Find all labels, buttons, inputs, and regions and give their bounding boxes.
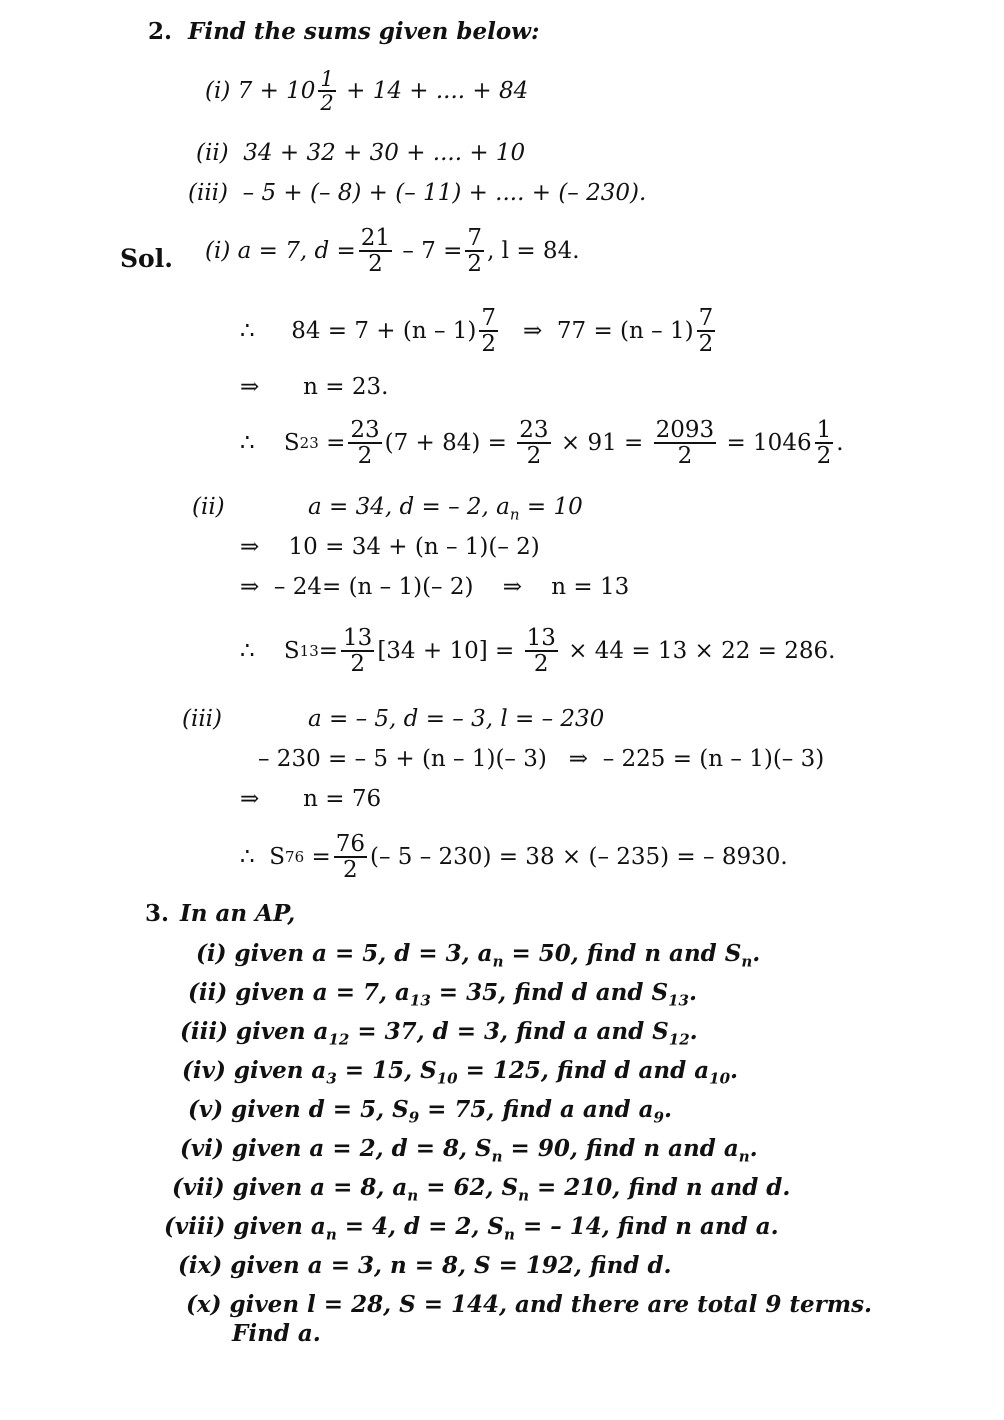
q3-item-text: given d = 5, S [231,1096,409,1123]
q3-item-ii [188,979,697,1010]
q3-item-end: . [663,1096,672,1123]
sol-i-line2-a: 84 = 7 + (n – 1) [291,318,477,345]
q2-item-iii [188,180,646,206]
fraction [341,626,374,676]
subscript: 13 [668,991,689,1010]
fraction-num: 13 [526,625,556,651]
q3-item-end: = – 14, find n and a. [514,1213,779,1240]
sum-subscript: 76 [285,848,305,867]
sol-i-sum-end: . [836,430,844,457]
sum-symbol: S [269,844,286,871]
sol-ii-sum [240,626,835,676]
sol-i-sum-mid2: × 91 = [560,430,644,457]
fraction-den: 2 [677,443,693,470]
q3-item-viii [164,1213,779,1244]
subscript: n [325,1225,337,1244]
sol-iii-line2-a: – 230 = – 5 + (n – 1)(– 3) [258,746,547,772]
fraction-num: 7 [481,305,497,331]
sol-i-sum [240,418,844,468]
sol-i-line2 [240,306,718,356]
sol-ii-line2-text: 10 = 34 + (n – 1)(– 2) [288,534,540,560]
q3-item-text2: = 4, d = 2, S [336,1213,505,1240]
q3-item-label: (i) [196,940,227,967]
subscript: 9 [408,1108,420,1127]
q3-item-text2: = 62, S [418,1174,519,1201]
fraction-num: 1 [816,417,832,443]
sum-symbol: S [283,638,300,665]
q3-item-end: . [689,1018,698,1045]
fraction [465,226,484,276]
q3-item-x-line2: Find a. [232,1320,321,1347]
subscript: n [407,1186,419,1205]
implies-symbol: ⇒ [240,574,260,600]
subscript: 9 [653,1108,664,1127]
subscript: n [738,1147,750,1166]
q3-item-i [196,940,760,971]
q3-item-x [186,1291,872,1318]
q3-item-text: given a = 8, a [232,1174,408,1201]
q2-item-i [205,68,528,114]
fraction-num: 7 [467,225,483,251]
sol-ii-sum-end: × 44 = 13 × 22 = 286. [568,638,836,665]
sol-iii-line1: a = – 5, d = – 3, l = – 230 [308,706,605,732]
fraction [479,306,498,356]
q3-item-text: given a = 5, d = 3, a [234,940,493,967]
fraction [697,306,716,356]
q2-item-iii-label: (iii) [188,180,229,206]
fraction [334,832,367,882]
subscript: 10 [436,1069,458,1088]
fraction-num: 76 [335,831,365,857]
q2-item-ii-label: (ii) [196,140,229,166]
sol-i-line1-end: , l = 84. [487,238,580,265]
q3-item-vii [172,1174,790,1205]
q3-item-label: (vii) [172,1174,225,1201]
equals: = [311,844,331,871]
sol-i-sum-mid1: (7 + 84) = [384,430,507,457]
fraction [517,418,550,468]
sol-iii-label: (iii) [182,706,223,732]
equals: = [326,430,346,457]
q3-item-text2: = 15, S [336,1057,437,1084]
q2-item-i-pre: 7 + 10 [237,78,316,105]
subscript: n [504,1225,515,1244]
sol-ii-line2 [240,534,540,560]
sol-i-line1-mid: – 7 = [402,238,463,265]
sol-i-line3 [240,374,388,400]
sol-iii-line3 [240,786,381,812]
sol-i-sum-mid3: = 1046 [726,430,812,457]
q3-item-label: (viii) [164,1213,226,1240]
sol-ii-line1-end: = 10 [519,494,583,520]
q3-item-text2: = 37, d = 3, find a and S [349,1018,669,1045]
sol-i-line2-b: 77 = (n – 1) [556,318,694,345]
fraction-den: 2 [467,251,483,278]
fraction [525,626,558,676]
sol-label: Sol. [120,244,173,273]
q3-item-label: (iii) [180,1018,228,1045]
sol-i-label: (i) [205,238,231,265]
q3-item-text2: = 90, find n and a [502,1135,739,1162]
q3-item-v [188,1096,672,1127]
q2-item-ii-text: 34 + 32 + 30 + .... + 10 [243,140,526,166]
therefore-symbol: ∴ [240,844,255,871]
q3-item-label: (ii) [188,979,228,1006]
fraction-den: 2 [533,651,549,678]
fraction [815,418,834,468]
sol-ii-line3-a: – 24= (n – 1)(– 2) [273,574,474,600]
implies-symbol: ⇒ [522,318,543,345]
therefore-symbol: ∴ [240,318,255,345]
fraction-den: 2 [343,857,358,884]
q3-item-text: given a [233,1057,327,1084]
fraction [359,226,392,276]
q3-item-text: given a [233,1213,326,1240]
q3-item-label: (x) [186,1291,222,1318]
fraction-den: 2 [816,443,832,470]
q3-item-ix [178,1252,672,1279]
sol-iii-sum-end: (– 5 – 230) = 38 × (– 235) = – 8930. [370,844,788,871]
therefore-symbol: ∴ [240,638,255,665]
q3-item-end: = 210, find n and d. [529,1174,791,1201]
fraction-den: 2 [698,331,714,358]
sol-ii-label: (ii) [192,494,225,520]
sum-symbol: S [283,430,300,457]
sol-iii-line2-b: – 225 = (n – 1)(– 3) [602,746,825,772]
sol-ii-line1 [308,494,583,524]
q2-item-i-label: (i) [205,78,231,105]
q3-item-text: given a [236,1018,329,1045]
q3-item-text: given a = 2, d = 8, S [231,1135,492,1162]
sol-i-line1-a: a = 7, d = [237,238,356,265]
q3-item-iv [182,1057,738,1088]
implies-symbol: ⇒ [240,374,260,400]
fraction [654,418,717,468]
sol-iii-line3-text: n = 76 [303,786,382,812]
sum-subscript: 23 [299,434,319,453]
fraction-num: 2093 [655,417,715,443]
subscript: 12 [328,1030,350,1049]
q3-item-text: given l = 28, S = 144, and there are total 9 terms. [229,1291,873,1318]
q3-item-text2: = 50, find n and S [503,940,742,967]
fraction-den: 2 [368,251,383,278]
fraction-den: 2 [526,443,542,470]
subscript: n [518,1186,530,1205]
sol-i-line3-text: n = 23. [303,374,389,400]
subscript: 12 [668,1030,690,1049]
q3-item-end: = 125, find d and a [457,1057,710,1084]
fraction-num: 21 [360,225,391,251]
q3-item-text: given a = 7, a [235,979,410,1006]
therefore-symbol: ∴ [240,430,255,457]
q3-item-text2: = 35, find d and S [430,979,669,1006]
q3-item-vi [180,1135,758,1166]
q3-number: 3. [145,900,170,927]
q2-item-iii-text: – 5 + (– 8) + (– 11) + .... + (– 230). [242,180,647,206]
q3-item-label: (v) [188,1096,224,1123]
q3-item-label: (iv) [182,1057,226,1084]
subscript: 10 [709,1069,731,1088]
q3-title: In an AP, [180,900,296,927]
q3-item-label: (vi) [180,1135,224,1162]
fraction [348,418,381,468]
implies-symbol: ⇒ [568,746,589,772]
sol-iii-line2 [258,746,824,772]
implies-symbol: ⇒ [502,574,523,600]
implies-symbol: ⇒ [240,786,260,812]
q2-item-i-post: + 14 + .... + 84 [346,78,529,105]
q3-item-iii [180,1018,698,1049]
implies-symbol: ⇒ [240,534,260,560]
sol-iii-sum [240,832,788,882]
subscript: n [491,1147,503,1166]
subscript: n [492,952,504,971]
q3-item-end: . [752,940,761,967]
q2-title: Find the sums given below: [188,18,540,45]
subscript: n [741,952,753,971]
subscript: 3 [326,1069,337,1088]
q3-item-text: given a = 3, n = 8, S = 192, find d. [230,1252,672,1279]
sum-subscript: 13 [299,642,319,661]
sol-i-line1 [205,226,580,276]
sol-ii-line1-text: a = 34, d = – 2, a [308,494,510,520]
sol-ii-line3 [240,574,629,600]
subscript: 13 [409,991,431,1010]
q3-item-end: . [749,1135,758,1162]
q3-item-end: . [688,979,697,1006]
fraction-den: 2 [481,331,497,358]
q3-item-label: (ix) [178,1252,223,1279]
q3-item-text2: = 75, find a and a [419,1096,654,1123]
fraction-num: 1 [320,67,334,91]
subscript: n [509,505,520,524]
fraction-num: 23 [350,417,380,443]
fraction-num: 13 [343,625,373,651]
fraction-num: 23 [519,417,549,443]
fraction-den: 2 [357,443,373,470]
equals: = [318,638,339,665]
fraction [318,68,335,114]
q2-number: 2. [148,18,173,45]
sol-ii-line3-b: n = 13 [551,574,630,600]
fraction-num: 7 [698,305,714,331]
sol-ii-sum-mid: [34 + 10] = [377,638,515,665]
q3-item-end2: . [730,1057,739,1084]
q2-item-ii [196,140,525,166]
fraction-den: 2 [350,651,365,678]
fraction-den: 2 [320,91,334,116]
